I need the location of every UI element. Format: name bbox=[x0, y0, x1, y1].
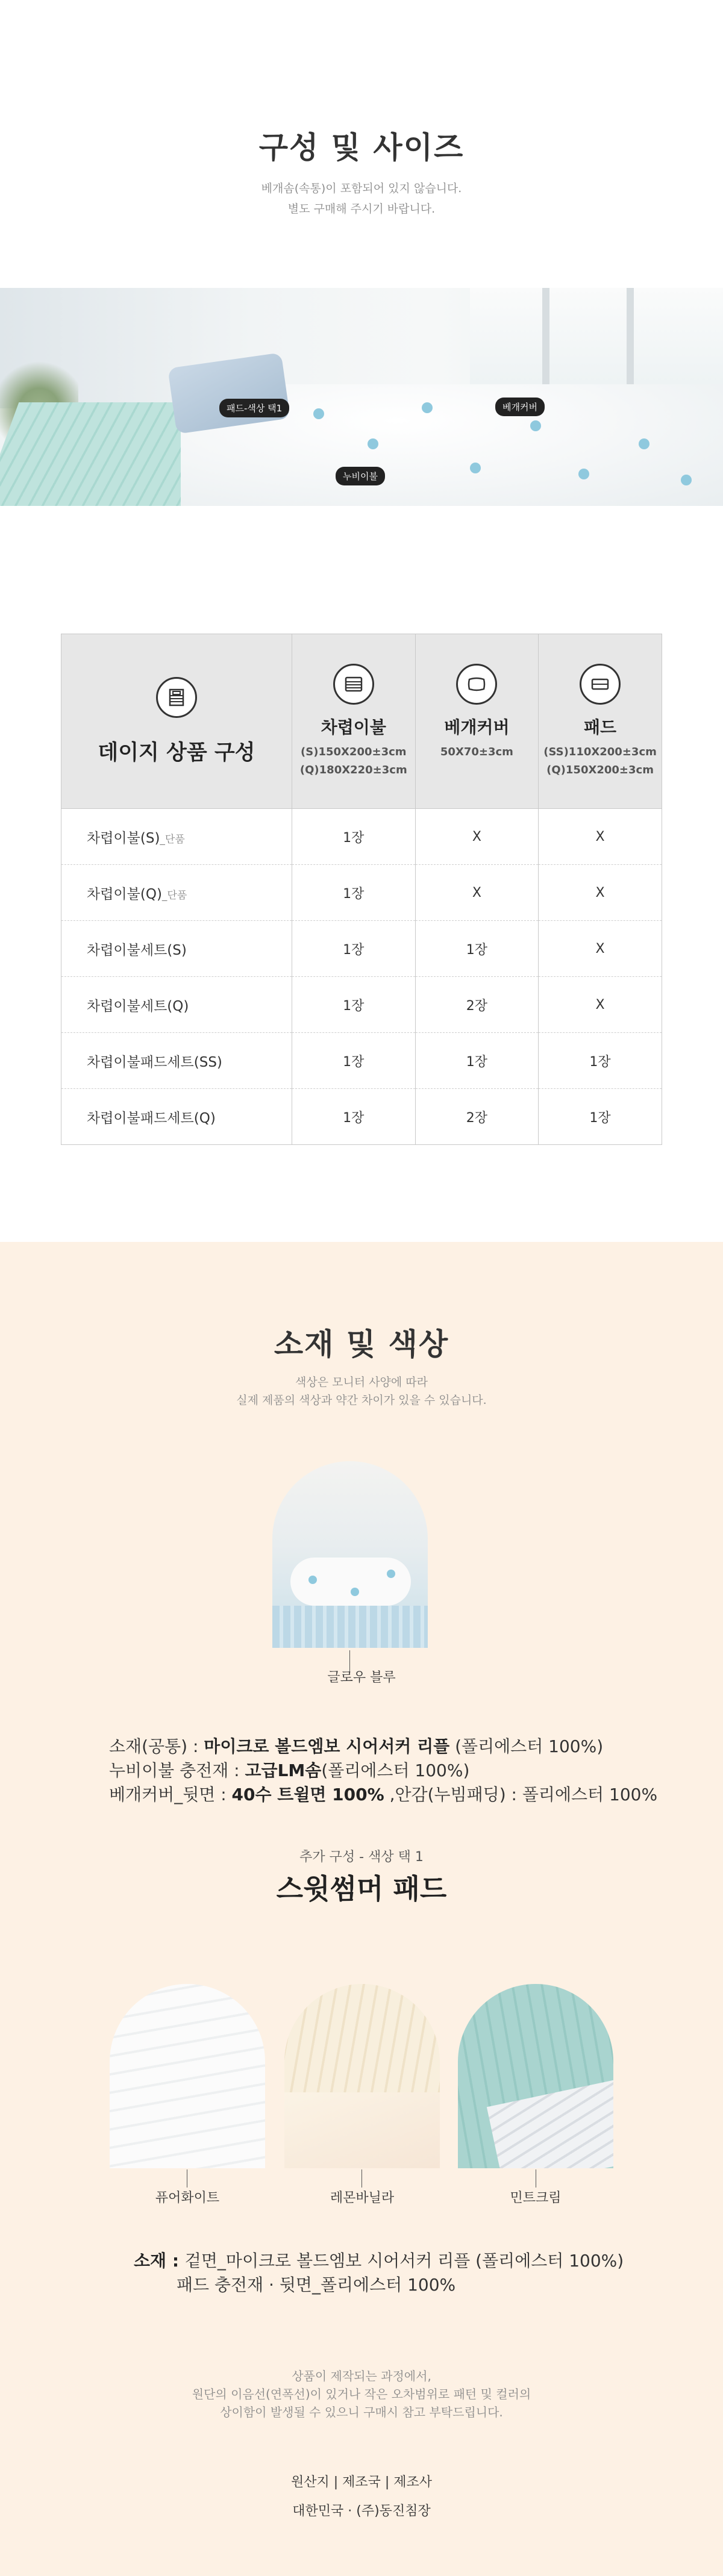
pad-section-title: 스윗썸머 패드 bbox=[276, 1873, 447, 1905]
lemon-vanilla-swatch-image bbox=[284, 1984, 440, 2168]
pure-white-swatch-image bbox=[110, 1984, 265, 2168]
cell-blanket: 1장 bbox=[292, 1089, 415, 1145]
notice-line-3: 상이함이 발생될 수 있으니 구매시 참고 부탁드립니다. bbox=[220, 2405, 503, 2419]
pillow-icon bbox=[456, 664, 497, 705]
pad-icon bbox=[580, 664, 621, 705]
table-row bbox=[61, 977, 662, 1033]
mint-cream-swatch-image bbox=[458, 1984, 613, 2168]
table-row bbox=[61, 921, 662, 977]
cell-blanket: 1장 bbox=[292, 865, 415, 921]
color-name-mint-cream: 민트크림 bbox=[510, 2191, 562, 2206]
col-pillow-cover bbox=[415, 634, 538, 809]
origin-label: 원산지 | 제조국 | 제조사 bbox=[290, 2475, 433, 2490]
col-pad-size-q: (Q)150X200±3cm bbox=[546, 763, 654, 776]
cell-pad: X bbox=[539, 977, 662, 1033]
cell-pillow: 1장 bbox=[415, 1033, 538, 1089]
cell-pad: 1장 bbox=[539, 1033, 662, 1089]
cell-pillow: X bbox=[415, 809, 538, 865]
row-name: 차렵이불(Q) bbox=[87, 886, 162, 902]
material-sub-1: 색상은 모니터 사양에 따라 bbox=[295, 1376, 428, 1389]
page-title: 구성 및 사이즈 bbox=[258, 130, 465, 165]
subtitle-line-1: 베개솜(속통)이 포함되어 있지 않습니다. bbox=[261, 182, 462, 195]
tag-pad: 패드-색상 택1 bbox=[219, 399, 289, 417]
origin-value: 대한민국 · (주)동진침장 bbox=[292, 2504, 431, 2519]
pad-section-subtitle: 추가 구성 - 색상 택 1 bbox=[299, 1850, 424, 1865]
blanket-icon bbox=[333, 664, 374, 705]
col-blanket-name: 차렵이불 bbox=[321, 717, 386, 737]
notice-line-1: 상품이 제작되는 과정에서, bbox=[292, 2369, 431, 2383]
col-blanket bbox=[292, 634, 415, 809]
notice-line-2: 원단의 이음선(연폭선)이 있거나 작은 오차범위로 패턴 및 컬러의 bbox=[192, 2387, 531, 2401]
product-composition-table bbox=[61, 634, 662, 1145]
bed-icon bbox=[156, 677, 197, 718]
row-name: 차렵이불패드세트(Q) bbox=[87, 1110, 216, 1126]
cell-blanket: 1장 bbox=[292, 921, 415, 977]
table-row bbox=[61, 865, 662, 921]
color-name-lemon-vanilla: 레몬바닐라 bbox=[330, 2191, 395, 2206]
material-line-filling: 누비이불 충전재 : 고급LM솜(폴리에스터 100%) bbox=[109, 1760, 470, 1780]
col-pad-name: 패드 bbox=[584, 717, 617, 737]
glow-blue-swatch-image bbox=[272, 1461, 428, 1648]
main-color-name: 글로우 블루 bbox=[327, 1670, 396, 1685]
table-row bbox=[61, 1033, 662, 1089]
col-blanket-size-q: (Q)180X220±3cm bbox=[299, 763, 407, 776]
cell-pad: X bbox=[539, 921, 662, 977]
row-suffix: _단품 bbox=[161, 889, 187, 902]
table-row bbox=[61, 809, 662, 865]
cell-blanket: 1장 bbox=[292, 977, 415, 1033]
cell-pad: 1장 bbox=[539, 1089, 662, 1145]
col-pillow-size-2 bbox=[416, 761, 538, 779]
row-name: 차렵이불(S) bbox=[87, 830, 160, 846]
color-name-pure-white: 퓨어화이트 bbox=[155, 2191, 220, 2206]
row-name: 차렵이불세트(Q) bbox=[87, 998, 189, 1014]
row-name: 차렵이불패드세트(SS) bbox=[87, 1054, 222, 1070]
cell-pillow: 1장 bbox=[415, 921, 538, 977]
pad-material-line-1: 소재 : 겉면_마이크로 볼드엠보 시어서커 리플 (폴리에스터 100%) bbox=[134, 2251, 624, 2271]
tag-pillow-cover: 베개커버 bbox=[495, 398, 545, 416]
table-header-label-cell bbox=[61, 634, 292, 809]
col-pillow-name: 베개커버 bbox=[444, 717, 510, 737]
material-line-pillow: 베개커버_뒷면 : 40수 트윌면 100% ,안감(누빔패딩) : 폴리에스터 100% bbox=[109, 1785, 658, 1804]
cell-blanket: 1장 bbox=[292, 1033, 415, 1089]
material-sub-2: 실제 제품의 색상과 약간 차이가 있을 수 있습니다. bbox=[236, 1394, 487, 1407]
col-pad-size-ss: (SS)110X200±3cm bbox=[543, 745, 657, 758]
cell-pillow: X bbox=[415, 865, 538, 921]
material-title: 소재 및 색상 bbox=[274, 1327, 449, 1362]
tag-quilted-blanket: 누비이불 bbox=[336, 467, 385, 485]
col-blanket-size-s: (S)150X200±3cm bbox=[301, 745, 407, 758]
col-pillow-size: 50X70±3cm bbox=[440, 745, 513, 758]
cell-pad: X bbox=[539, 809, 662, 865]
table-row bbox=[61, 1089, 662, 1145]
pad-material-line-2: 패드 충전재 · 뒷면_폴리에스터 100% bbox=[177, 2275, 456, 2295]
cell-pillow: 2장 bbox=[415, 977, 538, 1033]
subtitle-line-2: 별도 구매해 주시기 바랍니다. bbox=[287, 202, 436, 216]
cell-blanket: 1장 bbox=[292, 809, 415, 865]
row-suffix: _단품 bbox=[160, 833, 185, 846]
material-line-common: 소재(공통) : 마이크로 볼드엠보 시어서커 리플 (폴리에스터 100%) bbox=[109, 1736, 604, 1756]
hero-bedding-photo bbox=[0, 288, 723, 506]
cell-pad: X bbox=[539, 865, 662, 921]
row-name: 차렵이불세트(S) bbox=[87, 942, 187, 958]
cell-pillow: 2장 bbox=[415, 1089, 538, 1145]
col-pad bbox=[539, 634, 662, 809]
table-header-label: 데이지 상품 구성 bbox=[98, 740, 255, 765]
